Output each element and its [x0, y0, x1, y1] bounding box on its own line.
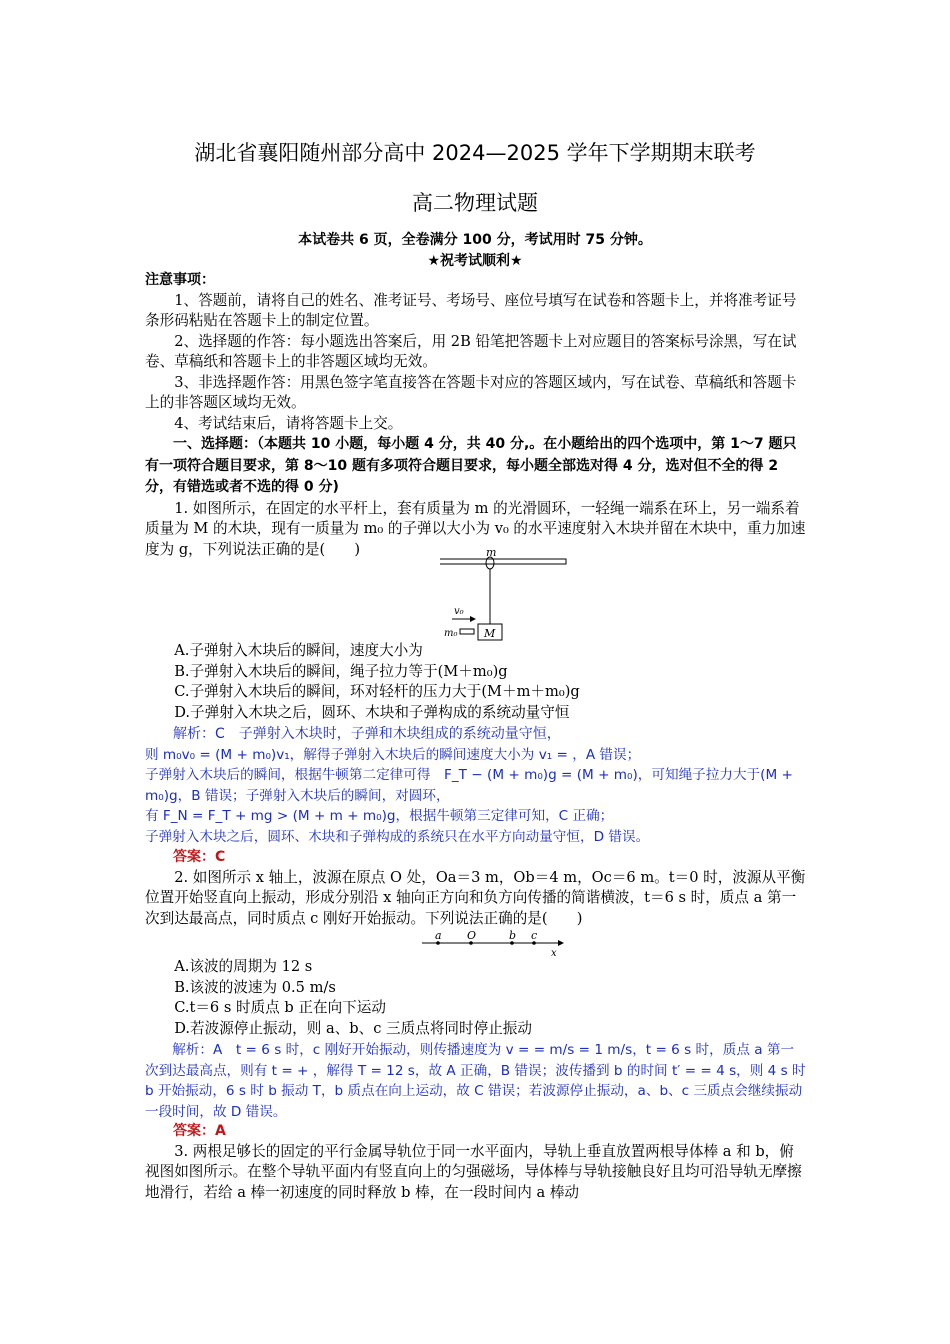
note-item: 4、考试结束后，请将答题卡上交。 [174, 414, 403, 432]
q3-stem: 3. 两根足够长的固定的平行金属导轨位于同一水平面内，导轨上垂直放置两根导体棒 a 和 b，俯视图如图所示。在整个导轨平面内有竖直向上的匀强磁场，导体棒与导轨接触良好且均可沿导轨无摩擦地滑行，若给 a 棒一初速度的同时释放 b 棒，在一段时间内 a 棒动 [145, 1142, 802, 1201]
q1-figure [440, 548, 570, 644]
q2-options [145, 957, 807, 1039]
q2-stem: 2. 如图所示 x 轴上，波源在原点 O 处，Oa＝3 m，Ob＝4 m，Oc＝6 m。t＝0 时，波源从平衡位置开始竖直向上振动，形成分别沿 x 轴向正方向和负方向传播的简谐横波，t＝6 s 时，质点 a 第一次到达最高点，同时质点 c 刚好开始振动。下列说法正确的是( ) [145, 868, 806, 927]
bullet-shape [460, 629, 474, 634]
note-item: 1、答题前，请将自己的姓名、准考证号、考场号、座位号填写在试卷和答题卡上，并将准考证号条形码粘贴在答题卡上的制定位置。 [145, 291, 797, 329]
x-axis-arrowhead [558, 940, 564, 946]
option-a: A.子弹射入木块后的瞬间，速度大小为 [174, 642, 423, 659]
exam-title: 湖北省襄阳随州部分高中 2024—2025 学年下学期期末联考 [194, 141, 756, 165]
note-item: 3、非选择题作答：用黑色签字笔直接答在答题卡对应的答题区域内，写在试卷、草稿纸和答题卡上的非答题区域均无效。 [145, 373, 797, 411]
analysis-line: 则 m₀v₀ = (M + m₀)v₁，解得子弹射入木块后的瞬间速度大小为 v₁ = ，A 错误； [145, 746, 641, 763]
exam-info: 本试卷共 6 页，全卷满分 100 分，考试用时 75 分钟。 [298, 232, 652, 248]
q2-answer: 答案：A [173, 1123, 226, 1139]
velocity-arrowhead [470, 616, 476, 622]
analysis-line: 有 F_N = F_T + mg > (M + m + m₀)g，根据牛顿第三定律可知，C 正确； [145, 808, 614, 824]
exam-subtitle: 高二物理试题 [412, 191, 538, 215]
label-o: O [467, 929, 477, 942]
option-b: B.子弹射入木块后的瞬间，绳子拉力等于(M＋m₀)g [174, 662, 508, 680]
q1-analysis [145, 724, 807, 847]
velocity-label: v₀ [454, 606, 464, 617]
block-label: M [484, 627, 496, 640]
q1-options [145, 641, 807, 723]
label-b: b [509, 929, 517, 942]
ring-label: m [486, 548, 497, 559]
analysis-line: 子弹射入木块之后，圆环、木块和子弹构成的系统只在水平方向动量守恒，D 错误。 [145, 828, 650, 845]
option-c: C.子弹射入木块后的瞬间，环对轻杆的压力大于(M＋m＋m₀)g [174, 683, 580, 700]
q2-figure [420, 928, 570, 956]
option-d: D.若波源停止振动，则 a、b、c 三质点将同时停止振动 [174, 1019, 532, 1037]
label-c: c [531, 929, 538, 942]
q2-answer-block [145, 1121, 807, 1203]
option-d: D.子弹射入木块之后，圆环、木块和子弹构成的系统动量守恒 [174, 703, 570, 721]
section1-heading: 一、选择题：（本题共 10 小题，每小题 4 分，共 40 分,。在小题给出的四个选项中，第 1～7 题只有一项符合题目要求，第 8～10 题有多项符合题目要求，每小题全部选对得 4 分，选对但不全的得 2 分，有错选或者不选的得 0 分) [145, 436, 797, 495]
analysis-line: 子弹射入木块后的瞬间，根据牛顿第二定律可得 F_T − (M + m₀)g = (M + m₀)，可知绳子拉力大于(M + m₀)g，B 错误；子弹射入木块后的瞬间，对圆环， [145, 767, 793, 804]
option-a: A.该波的周期为 12 s [174, 958, 313, 975]
analysis-line: 解析：A t = 6 s 时，c 刚好开始振动，则传播速度为 v = = m/s = 1 m/s，t = 6 s 时，质点 a 第一次到达最高点，则有 t = + ，解得 T = 12 s，故 A 正确，B 错误；波传播到 b 的时间 t′ = = 4 s，则 4 s 时 b 开始振动，6 s 时 b 振动 T，b 质点在向上运动，故 C 错误；若波源停止振动，a、b、c 三质点会继续振动一段时间，故 D 错误。 [145, 1042, 806, 1120]
analysis-line: 解析：C 子弹射入木块时，子弹和木块组成的系统动量守恒， [173, 726, 561, 742]
horizontal-rod [440, 559, 566, 564]
notes-section [145, 270, 807, 560]
label-x: x [551, 948, 557, 956]
q2-analysis [145, 1040, 807, 1122]
note-item: 2、选择题的作答：每小题选出答案后，用 2B 铅笔把答题卡上对应题目的答案标号涂黑，写在试卷、草稿纸和答题卡上的非答题区域均无效。 [145, 332, 797, 370]
option-c: C.t＝6 s 时质点 b 正在向下运动 [174, 999, 386, 1016]
label-a: a [435, 929, 442, 942]
q1-answer: 答案：C [173, 849, 226, 865]
notes-heading: 注意事项： [145, 272, 215, 288]
exam-wish: ★祝考试顺利★ [427, 253, 523, 269]
option-b: B.该波的波速为 0.5 m/s [174, 978, 336, 996]
q1-answer-block [145, 847, 807, 929]
q1-stem: 1. 如图所示，在固定的水平杆上，套有质量为 m 的光滑圆环，一轻绳一端系在环上，另一端系着质量为 M 的木块，现有一质量为 m₀ 的子弹以大小为 v₀ 的水平速度射入木块并留在木块中，重力加速度为 g，下列说法正确的是( ) [145, 499, 806, 558]
bullet-label: m₀ [444, 628, 458, 639]
